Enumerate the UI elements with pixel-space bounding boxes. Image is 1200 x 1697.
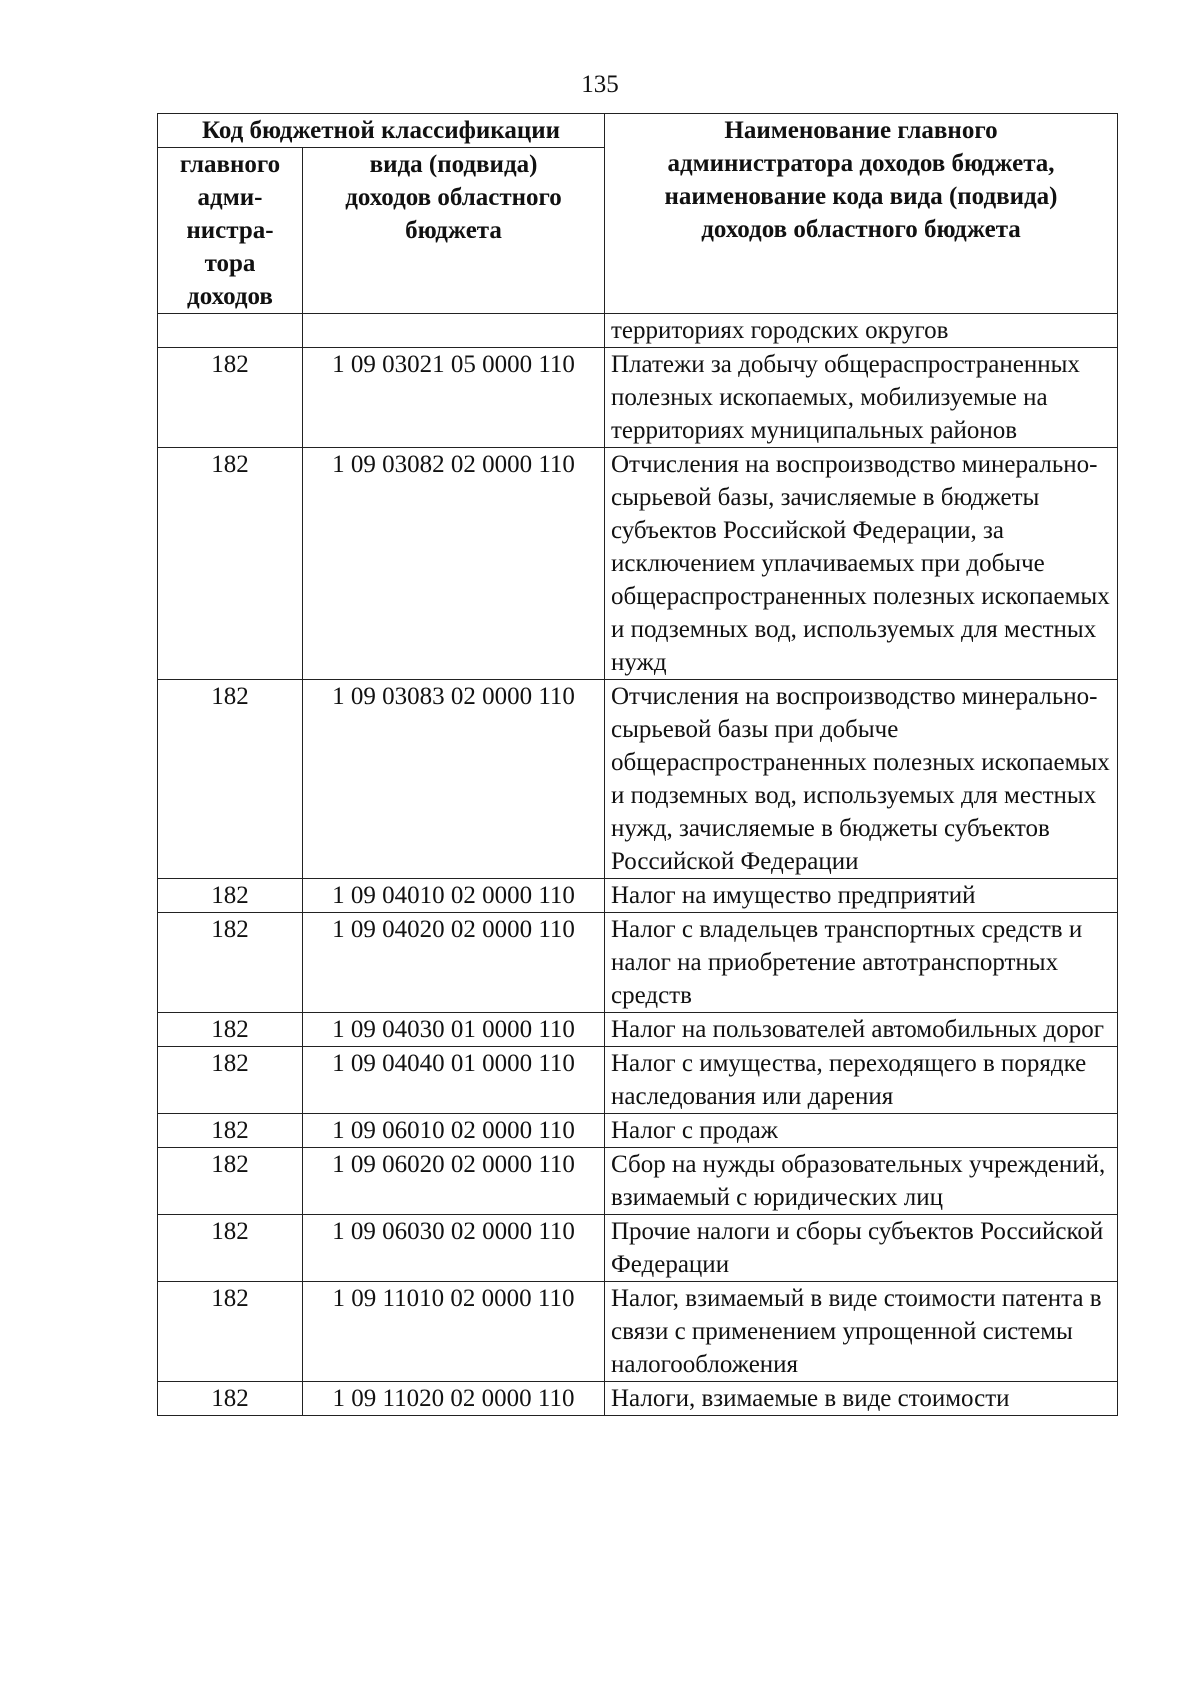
page-number: 135 [581, 71, 619, 98]
income-code-cell: 1 09 11020 02 0000 110 [303, 1382, 605, 1416]
table-row [158, 879, 1118, 913]
income-name-cell: Прочие налоги и сборы субъектов Российской Федерации [605, 1215, 1118, 1282]
header-admin-column [158, 148, 303, 314]
income-name-cell: Платежи за добычу общераспространенных полезных ископаемых, мобилизуемые на территориях муниципальных районов [605, 348, 1118, 448]
admin-code-cell: 182 [158, 1047, 303, 1114]
income-code-cell: 1 09 06020 02 0000 110 [303, 1148, 605, 1215]
header-code-column [303, 148, 605, 314]
income-code-cell: 1 09 04020 02 0000 110 [303, 913, 605, 1013]
header-code-line: вида (подвида) [369, 151, 538, 178]
header-admin-line: главного [179, 151, 281, 178]
table-row [158, 1148, 1118, 1215]
header-admin-line: адми- [197, 184, 263, 211]
admin-code-cell: 182 [158, 1282, 303, 1382]
table-row [158, 1282, 1118, 1382]
table-row [158, 1382, 1118, 1416]
income-code-cell: 1 09 03082 02 0000 110 [303, 448, 605, 680]
admin-code-cell: 182 [158, 348, 303, 448]
income-code-cell: 1 09 03083 02 0000 110 [303, 680, 605, 879]
header-code-line: доходов областного [345, 184, 562, 211]
admin-code-cell: 182 [158, 1382, 303, 1416]
admin-code-cell: 182 [158, 680, 303, 879]
header-name-line: Наименование главного [724, 117, 998, 144]
table-header [158, 114, 1118, 314]
header-name-line: администратора доходов бюджета, [667, 150, 1055, 177]
admin-code-cell: 182 [158, 1148, 303, 1215]
header-name-column [605, 114, 1118, 314]
admin-code-cell: 182 [158, 448, 303, 680]
admin-code-cell: 182 [158, 913, 303, 1013]
income-name-cell: Налог на имущество предприятий [605, 879, 1118, 913]
income-code-cell: 1 09 04010 02 0000 110 [303, 879, 605, 913]
table-row [158, 680, 1118, 879]
table-body [158, 314, 1118, 1416]
income-code-cell: 1 09 06010 02 0000 110 [303, 1114, 605, 1148]
income-name-cell: Отчисления на воспроизводство минерально-сырьевой базы, зачисляемые в бюджеты субъектов Российской Федерации, за исключением уплачиваемых при добыче общераспространенных полезных ископаемых и подземных вод, используемых для местных нужд [605, 448, 1118, 680]
income-name-cell: Налог на пользователей автомобильных дорог [605, 1013, 1118, 1047]
income-code-cell: 1 09 06030 02 0000 110 [303, 1215, 605, 1282]
income-name-cell: Сбор на нужды образовательных учреждений, взимаемый с юридических лиц [605, 1148, 1118, 1215]
admin-code-cell: 182 [158, 879, 303, 913]
header-name-line: доходов областного бюджета [701, 216, 1021, 243]
income-code-cell [303, 314, 605, 348]
admin-code-cell: 182 [158, 1013, 303, 1047]
table-row [158, 1114, 1118, 1148]
table-row [158, 1215, 1118, 1282]
income-code-cell: 1 09 03021 05 0000 110 [303, 348, 605, 448]
income-name-cell: Налог с владельцев транспортных средств и налог на приобретение автотранспортных средств [605, 913, 1118, 1013]
income-name-cell: Налоги, взимаемые в виде стоимости [605, 1382, 1118, 1416]
header-code-line: бюджета [405, 217, 502, 244]
income-code-cell: 1 09 11010 02 0000 110 [303, 1282, 605, 1382]
header-admin-line: нистра- [186, 217, 274, 244]
income-name-cell: Налог с имущества, переходящего в порядке наследования или дарения [605, 1047, 1118, 1114]
income-code-cell: 1 09 04030 01 0000 110 [303, 1013, 605, 1047]
table-row [158, 314, 1118, 348]
income-name-cell: территориях городских округов [605, 314, 1118, 348]
table-row [158, 1047, 1118, 1114]
admin-code-cell: 182 [158, 1114, 303, 1148]
income-name-cell: Налог, взимаемый в виде стоимости патента в связи с применением упрощенной системы налогообложения [605, 1282, 1118, 1382]
table-row [158, 913, 1118, 1013]
income-name-cell: Отчисления на воспроизводство минерально-сырьевой базы при добыче общераспространенных полезных ископаемых и подземных вод, используемых для местных нужд, зачисляемые в бюджеты субъектов Российской Федерации [605, 680, 1118, 879]
budget-classification-table [157, 113, 1118, 1416]
table-row [158, 1013, 1118, 1047]
table-row [158, 348, 1118, 448]
header-admin-line: тора [204, 250, 256, 277]
income-name-cell: Налог с продаж [605, 1114, 1118, 1148]
header-name-line: наименование кода вида (подвида) [664, 183, 1058, 210]
header-admin-line: доходов [187, 283, 273, 310]
admin-code-cell: 182 [158, 1215, 303, 1282]
table-row [158, 448, 1118, 680]
admin-code-cell [158, 314, 303, 348]
income-code-cell: 1 09 04040 01 0000 110 [303, 1047, 605, 1114]
header-budget-classification-code: Код бюджетной классификации [158, 114, 605, 148]
